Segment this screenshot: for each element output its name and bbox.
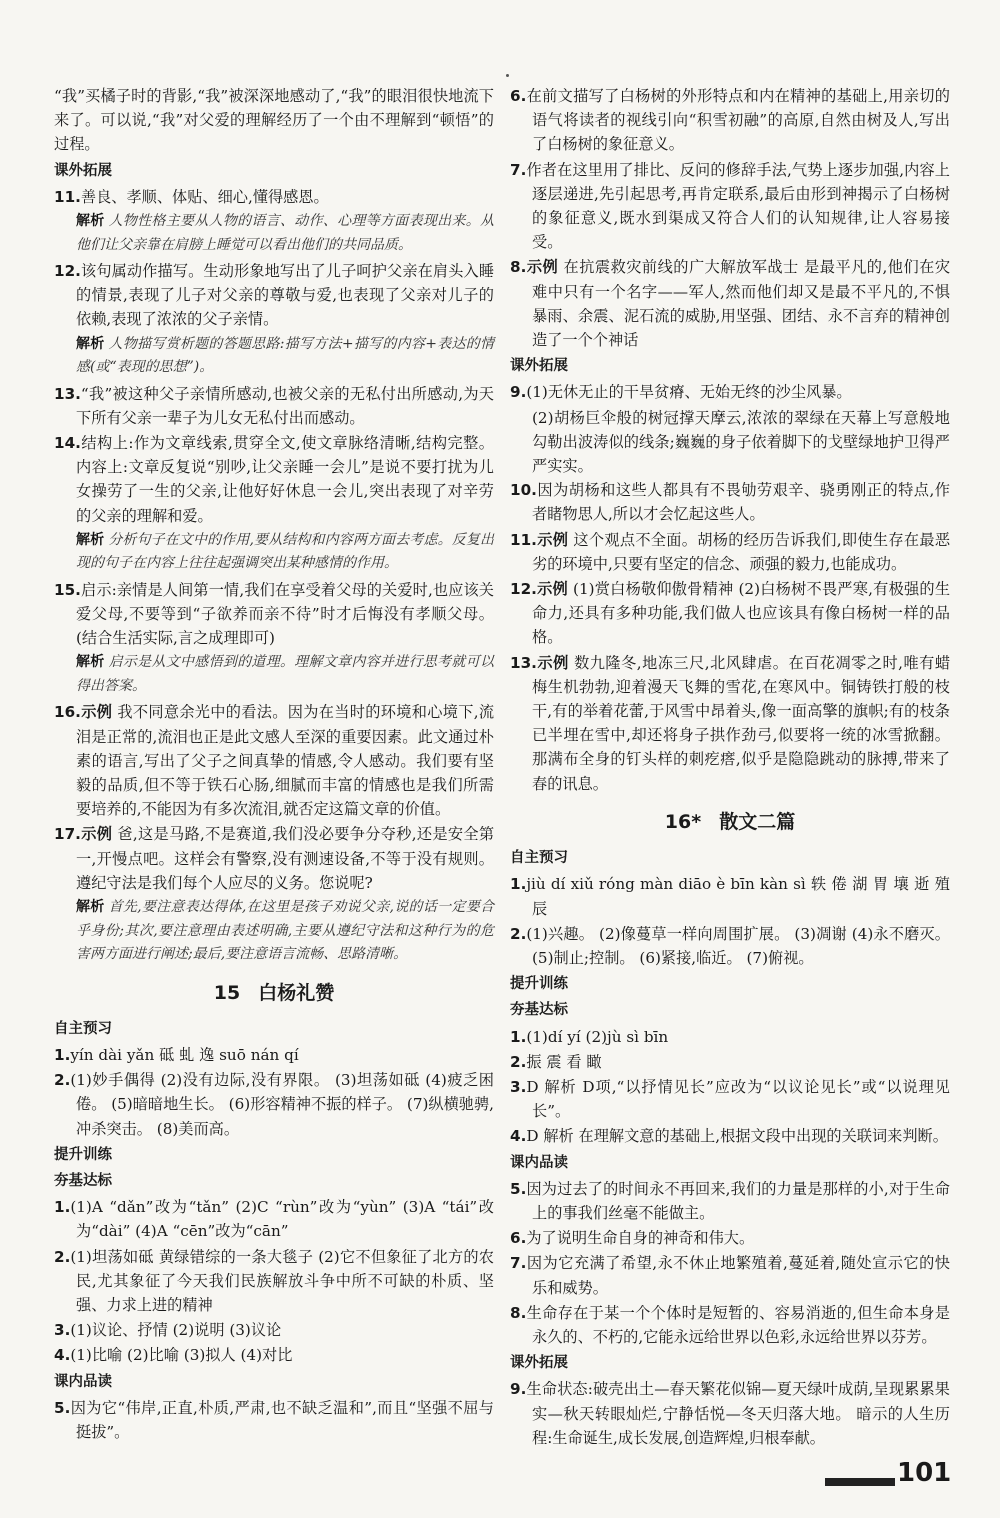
- item-text: (1)dí yí (2)jù sì bīn: [526, 1027, 669, 1046]
- lesson-title: [510, 810, 950, 834]
- item-text: yín dài yǎn 砥 虬 逸 suō nán qí: [70, 1045, 299, 1064]
- item-number: 9.: [510, 1380, 527, 1399]
- item-text: 善良、孝顺、体贴、细心,懂得感恩。: [80, 187, 329, 206]
- item-number: 4.: [510, 1127, 527, 1146]
- example-label: 示例: [80, 825, 113, 844]
- item-number: 1.: [54, 1045, 71, 1064]
- item-number: 10.: [510, 481, 537, 500]
- answer-item: [510, 84, 950, 157]
- lesson-title: [54, 981, 494, 1005]
- item-number: 14.: [54, 434, 81, 453]
- answer-item: [510, 1251, 950, 1299]
- item-text: 在前文描写了白杨树的外形特点和内在精神的基础上,用亲切的语气将读者的视线引向“积雪初融”的高原,自然由树及人,写出了白杨树的象征意义。: [526, 87, 950, 154]
- analysis-text: 人物性格主要从人物的语言、动作、心理等方面表现出来。从他们让父亲靠在肩膀上睡觉可以看出他们的共同品质。: [76, 213, 495, 253]
- example-label: 示例: [536, 530, 569, 549]
- item-text: D 解析 D项,“以抒情见长”应改为“以议论见长”或“以说理见长”。: [526, 1077, 950, 1121]
- analysis-text: 分析句子在文中的作用,要从结构和内容两方面去考虑。反复出现的句子在内容上往往起强调突出某种感情的作用。: [76, 531, 495, 572]
- answer-item: [54, 259, 494, 332]
- item-number: 11.: [510, 530, 537, 549]
- item-text: 作者在这里用了排比、反问的修辞手法,气势上逐步加强,内容上逐层递进,先引起思考,再肯定联系,最后由形到神揭示了白杨树的象征意义,既水到渠成又符合人们的认知规律,让人容易接受。: [526, 160, 950, 252]
- answer-item: [54, 1068, 494, 1141]
- item-text: 爸,这是马路,不是赛道,我们没必要争分夺秒,还是安全第一,开慢点吧。这样会有警察,没有测速设备,不等于没有规则。遵纪守法是我们每个人应尽的义务。您说呢?: [76, 825, 495, 892]
- item-text: 启示:亲情是人间第一情,我们在享受着父母的关爱时,也应该关爱父母,不要等到“子欲养而亲不待”时才后悔没有孝顺父母。(结合生活实际,言之成理即可): [76, 580, 494, 648]
- item-number: 4.: [54, 1346, 71, 1365]
- answer-item: [54, 1195, 494, 1243]
- item-number: 1.: [510, 875, 527, 894]
- item-text: (1)议论、抒情 (2)说明 (3)议论: [70, 1321, 282, 1340]
- answer-item: [510, 922, 950, 970]
- section-heading: 课内品读: [510, 1154, 568, 1171]
- item-number: 7.: [510, 160, 527, 179]
- answer-item: [510, 255, 950, 352]
- item-number: 11.: [54, 187, 81, 206]
- paragraph: “我”买橘子时的背影,“我”被深深地感动了,“我”的眼泪很快地流下来了。可以说,“我”对父爱的理解经历了一个由不理解到“顿悟”的过程。: [54, 87, 494, 154]
- analysis-label: 解析: [76, 213, 105, 230]
- item-number: 2.: [510, 924, 527, 943]
- item-number: 1.: [54, 1198, 71, 1217]
- item-text: 在抗震救灾前线的广大解放军战士 是最平凡的,他们在灾难中只有一个名字——军人,然而他们却又是最不平凡的,不惧暴雨、余震、泥石流的威胁,用坚强、团结、永不言弃的精神创造了一个个神话: [532, 258, 951, 350]
- section-heading: 课内品读: [54, 1373, 112, 1390]
- section-heading: 提升训练: [54, 1146, 112, 1163]
- answer-item: [510, 577, 950, 650]
- analysis-label: 解析: [76, 531, 105, 548]
- lesson-title-text: 白杨礼赞: [258, 981, 335, 1004]
- lesson-title-text: 散文二篇: [719, 810, 796, 833]
- answer-item: [510, 1124, 950, 1148]
- analysis-note: [54, 529, 494, 576]
- item-text: (1)比喻 (2)比喻 (3)拟人 (4)对比: [70, 1346, 293, 1365]
- item-text: 生命存在于某一个个体时是短暂的、容易消逝的,但生命本身是永久的、不朽的,它能永远给世界以色彩,永远给世界以芬芳。: [526, 1303, 950, 1346]
- item-text: (1)兴趣。 (2)像蔓草一样向周围扩展。 (3)凋谢 (4)永不磨灭。 (5)制止;控制。 (6)紧接,临近。 (7)俯视。: [526, 924, 950, 967]
- item-text: 因为胡杨和这些人都具有不畏劬劳艰辛、骁勇刚正的特点,作者睹物思人,所以才会忆起这些人。: [532, 481, 950, 524]
- item-text: jiù dí xiǔ róng màn diāo è bīn kàn sì 轶 倦 湖 胃 壤 逝 殖 辰: [526, 875, 950, 918]
- answer-item: [54, 578, 494, 651]
- lesson-number: 16*: [664, 810, 702, 833]
- analysis-label: 解析: [76, 654, 105, 671]
- answer-item: [510, 1377, 950, 1450]
- section-heading: 夯基达标: [510, 1002, 568, 1019]
- answer-item: [510, 158, 950, 255]
- item-text: 这个观点不全面。胡杨的经历告诉我们,即使生存在最恶劣的环境中,只要有坚定的信念、顽强的毅力,也能成功。: [532, 530, 951, 573]
- item-text: (1)无休无止的干旱贫瘠、无始无终的沙尘风暴。: [526, 383, 852, 402]
- answer-item: [510, 380, 950, 404]
- answer-item: [54, 1043, 494, 1067]
- item-number: 2.: [54, 1071, 71, 1090]
- item-number: 1.: [510, 1027, 527, 1046]
- analysis-note: [54, 333, 494, 380]
- item-number: 13.: [510, 653, 537, 672]
- item-number: 8.: [510, 258, 527, 277]
- item-number: 5.: [54, 1398, 71, 1417]
- answer-item: [510, 1177, 950, 1225]
- analysis-note: [54, 896, 494, 967]
- item-text: 为了说明生命自身的神奇和伟大。: [526, 1229, 755, 1248]
- item-number: 12.: [510, 580, 537, 599]
- section-heading: 夯基达标: [54, 1173, 112, 1189]
- section-heading: 自主预习: [54, 1020, 112, 1037]
- item-text: 因为它充满了希望,永不休止地繁殖着,蔓延着,随处宣示它的快乐和威势。: [526, 1254, 950, 1297]
- answer-item: [510, 1025, 950, 1049]
- item-number: 8.: [510, 1303, 527, 1322]
- item-number: 6.: [510, 1229, 527, 1248]
- item-number: 9.: [510, 383, 527, 402]
- item-number: 3.: [510, 1077, 527, 1096]
- item-text: 生命状态:破壳出土—春天繁花似锦—夏天绿叶成荫,呈现累累果实—秋天转眼灿烂,宁静恬悦—冬天归落大地。 暗示的人生历程:生命诞生,成长发展,创造辉煌,归根奉献。: [526, 1380, 950, 1447]
- item-number: 12.: [54, 262, 81, 281]
- item-number: 17.: [54, 825, 81, 844]
- item-text: D 解析 在理解文意的基础上,根据文段中出现的关联词来判断。: [526, 1127, 948, 1146]
- section-heading: 课外拓展: [54, 162, 112, 179]
- item-number: 6.: [510, 87, 527, 105]
- answer-item: [54, 185, 494, 209]
- analysis-text: 启示是从文中感悟到的道理。理解文章内容并进行思考就可以得出答案。: [76, 654, 495, 694]
- right-column: [510, 84, 950, 1451]
- item-number: 2.: [54, 1247, 71, 1266]
- item-number: 3.: [54, 1321, 71, 1340]
- lesson-number: 15: [213, 981, 241, 1004]
- item-number: 13.: [54, 384, 81, 403]
- item-number: 2.: [510, 1052, 527, 1071]
- answer-item: [510, 1075, 950, 1123]
- page-number: 101: [897, 1458, 952, 1488]
- item-number: 5.: [510, 1179, 527, 1198]
- item-number: 15.: [54, 580, 81, 599]
- item-text: 我不同意余光中的看法。因为在当时的环境和心境下,流泪是正常的,流泪也正是此文感人至深的重要因素。此文通过朴素的语言,写出了父子之间真挚的情感,令人感动。我们要有坚毅的品质,但不等于铁石心肠,细腻而丰富的情感也是我们所需要培养的,不能因为有多次流泪,就否定这篇文章的价值。: [76, 703, 495, 819]
- analysis-label: 解析: [76, 899, 105, 916]
- section-heading: 课外拓展: [510, 358, 568, 375]
- item-text: (1)赏白杨敬仰傲骨精神 (2)白杨树不畏严寒,有极强的生命力,还具有多种功能,我们做人也应该具有像白杨树一样的品格。: [532, 580, 951, 647]
- item-text: 因为过去了的时间永不再回来,我们的力量是那样的小,对于生命上的事我们丝毫不能做主。: [526, 1179, 950, 1222]
- example-label: 示例: [536, 653, 569, 672]
- item-text: 数九隆冬,地冻三尺,北风肆虐。在百花凋零之时,唯有蜡梅生机勃勃,迎着漫天飞舞的雪花,在寒风中。铜铸铁打般的枝干,有的举着花蕾,于风雪中昂着头,像一面高擎的旗帜;有的枝条已半埋在雪中,却还将身子拱作劲弓,似要将一统的冰雪掀翻。那满布全身的钉头样的刺疙瘩,似乎是隐隐跳动的脉搏,带来了春的讯息。: [532, 653, 951, 793]
- answer-item: [510, 651, 950, 796]
- item-text: (1)坦荡如砥 黄绿错综的一条大毯子 (2)它不但象征了北方的农民,尤其象征了今天我们民族解放斗争中所不可缺的朴质、坚强、力求上进的精神: [70, 1247, 494, 1315]
- answer-item: [54, 700, 494, 821]
- answer-item: [54, 382, 494, 430]
- answer-item: [510, 1226, 950, 1250]
- answer-item: [54, 431, 494, 528]
- item-text: (1)妙手偶得 (2)没有边际,没有界限。 (3)坦荡如砥 (4)疲乏困倦。 (5)暗暗地生长。 (6)形容精神不振的样子。 (7)纵横驰骋,冲杀突击。 (8)美而高。: [70, 1071, 494, 1138]
- example-label: 示例: [526, 258, 559, 277]
- answer-item: [510, 872, 950, 920]
- answer-item: [510, 1050, 950, 1074]
- page-footer: [825, 1458, 952, 1488]
- answer-item: [510, 528, 950, 576]
- analysis-text: 人物描写赏析题的答题思路:描写方法+描写的内容+表达的情感(或“表现的思想”)。: [76, 335, 494, 376]
- answer-item: [54, 1318, 494, 1342]
- analysis-text: 首先,要注意表达得体,在这里是孩子劝说父亲,说的话一定要合乎身份;其次,要注意理由表述明确,主要从遵纪守法和这种行为的危害两方面进行阐述;最后,要注意语言流畅、思路清晰。: [76, 899, 494, 963]
- analysis-note: [54, 651, 494, 698]
- answer-item: [54, 822, 494, 895]
- section-heading: 课外拓展: [510, 1355, 568, 1372]
- item-text: 结构上:作为文章线索,贯穿全文,使文章脉络清晰,结构完整。内容上:文章反复说“别吵,让父亲睡一会儿”是说不要打扰为儿女操劳了一生的父亲,让他好好休息一会儿,突出表现了对辛劳的父亲的理解和爱。: [76, 434, 494, 525]
- item-text: 因为它“伟岸,正直,朴质,严肃,也不缺乏温和”,而且“坚强不屈与挺拔”。: [70, 1398, 494, 1442]
- left-column: [54, 84, 494, 1445]
- item-text: 该句属动作描写。生动形象地写出了儿子呵护父亲在肩头入睡的情景,表现了儿子对父亲的尊敬与爱,也表现了父亲对儿子的依赖,表现了浓浓的父子亲情。: [76, 262, 494, 329]
- section-heading: 提升训练: [510, 976, 568, 993]
- analysis-label: 解析: [76, 335, 105, 352]
- section-heading: 自主预习: [510, 850, 568, 867]
- decorative-dot: [506, 74, 509, 77]
- analysis-note: [54, 210, 494, 257]
- item-number: 16.: [54, 703, 81, 722]
- answer-item: [54, 1396, 494, 1444]
- example-label: 示例: [536, 580, 568, 599]
- example-label: 示例: [80, 703, 113, 722]
- item-number: 7.: [510, 1254, 527, 1273]
- answer-item: [54, 1245, 494, 1318]
- item-text: 振 震 看 瞰: [526, 1052, 602, 1071]
- footer-bar: [825, 1478, 895, 1486]
- answer-item: [510, 1301, 950, 1349]
- item-text: “我”被这种父子亲情所感动,也被父亲的无私付出所感动,为天下所有父亲一辈子为儿女无私付出而感动。: [76, 384, 494, 427]
- answer-item: [510, 478, 950, 526]
- item-text: (1)A “dǎn”改为“tǎn” (2)C “rùn”改为“yùn” (3)A “tái”改为“dài” (4)A “cēn”改为“cān”: [70, 1198, 494, 1241]
- answer-item: [54, 1343, 494, 1367]
- paragraph: (2)胡杨巨伞般的树冠撑天摩云,浓浓的翠绿在天幕上写意般地勾勒出波涛似的线条;巍巍的身子依着脚下的戈壁绿地护卫得严严实实。: [532, 408, 950, 476]
